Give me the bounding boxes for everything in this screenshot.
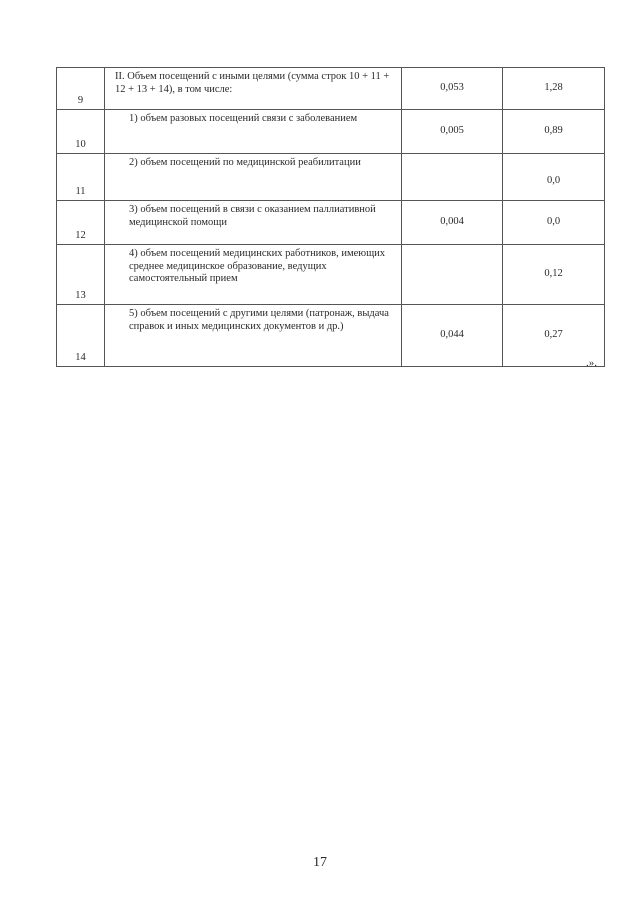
row-number: 14 (57, 305, 105, 367)
row-name: 1) объем разовых посещений связи с заболеванием (105, 110, 402, 154)
row-number: 13 (57, 245, 105, 305)
table-row (57, 154, 605, 201)
page-number: 17 (313, 855, 327, 870)
row-number: 9 (57, 68, 105, 110)
row-value-2: 1,28 (503, 68, 605, 110)
row-value-1 (402, 245, 503, 305)
table-row (57, 245, 605, 305)
table-row (57, 201, 605, 245)
closing-quote-mark: .». (586, 357, 597, 369)
row-value-2: 0,12 (503, 245, 605, 305)
row-value-1: 0,005 (402, 110, 503, 154)
row-number: 12 (57, 201, 105, 245)
row-name: II. Объем посещений с иными целями (сумма строк 10 + 11 + 12 + 13 + 14), в том числе: (105, 68, 402, 110)
row-value-2: 0,0 (503, 201, 605, 245)
visits-volume-table (56, 67, 605, 367)
table-row (57, 68, 605, 110)
table-row (57, 305, 605, 367)
row-value-1: 0,004 (402, 201, 503, 245)
row-number: 10 (57, 110, 105, 154)
table-row (57, 110, 605, 154)
row-name: 4) объем посещений медицинских работников, имеющих среднее медицинское образование, ведущих самостоятельный прием (105, 245, 402, 305)
row-value-2: 0,89 (503, 110, 605, 154)
row-value-1: 0,053 (402, 68, 503, 110)
row-name: 5) объем посещений с другими целями (патронаж, выдача справок и иных медицинских документов и др.) (105, 305, 402, 367)
row-number: 11 (57, 154, 105, 201)
row-value-1 (402, 154, 503, 201)
row-value-1: 0,044 (402, 305, 503, 367)
row-name: 2) объем посещений по медицинской реабилитации (105, 154, 402, 201)
row-value-2: 0,0 (503, 154, 605, 201)
row-name: 3) объем посещений в связи с оказанием паллиативной медицинской помощи (105, 201, 402, 245)
row-value-2: 0,27 (503, 305, 605, 367)
